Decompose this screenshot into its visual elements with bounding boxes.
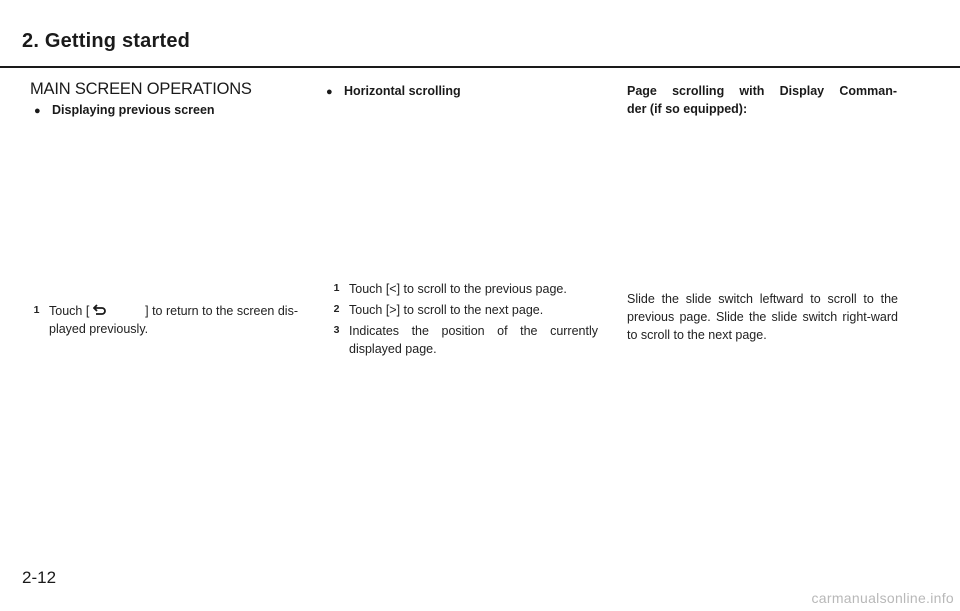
step-suffix: ] to return to the screen dis- — [145, 304, 298, 318]
step-number-circle: 3 — [333, 324, 340, 336]
step-text — [49, 302, 298, 338]
heading-line-1: Page scrolling with Display Comman- — [627, 84, 897, 98]
section-title: MAIN SCREEN OPERATIONS — [30, 80, 252, 98]
step-line-2: played previously. — [49, 322, 149, 336]
header-divider — [0, 66, 960, 68]
step-text: Touch [<] to scroll to the previous page. — [349, 282, 567, 296]
bullet-horizontal-scrolling — [326, 84, 461, 98]
step-line-2: displayed page. — [349, 342, 437, 356]
step-line-1: Indicates the position of the currently — [349, 324, 598, 338]
bullet-dot: ● — [34, 105, 41, 117]
bullet-label: Horizontal scrolling — [344, 84, 461, 98]
back-arrow-icon — [93, 304, 107, 316]
chapter-title: 2. Getting started — [22, 30, 191, 52]
page-number: 2-12 — [22, 568, 57, 587]
bullet-label: Displaying previous screen — [52, 103, 215, 117]
step-prefix: Touch [ — [49, 302, 111, 320]
watermark[interactable]: carmanualsonline.info — [811, 590, 954, 606]
step-text: Touch [>] to scroll to the next page. — [349, 303, 544, 317]
step-number-circle: 2 — [333, 303, 340, 315]
display-commander-paragraph: Slide the slide switch leftward to scroll to the previous page. Slide the slide switch right-ward to scroll to the next page. — [627, 292, 898, 342]
display-commander-heading — [627, 82, 897, 118]
step-line-1 — [49, 302, 298, 320]
step-number-circle: 1 — [33, 304, 40, 316]
bullet-dot: ● — [326, 86, 333, 98]
step-number-circle: 1 — [333, 282, 340, 294]
heading-line-2: der (if so equipped): — [627, 102, 748, 116]
step-text — [349, 322, 598, 358]
bullet-displaying-previous-screen — [34, 103, 215, 117]
